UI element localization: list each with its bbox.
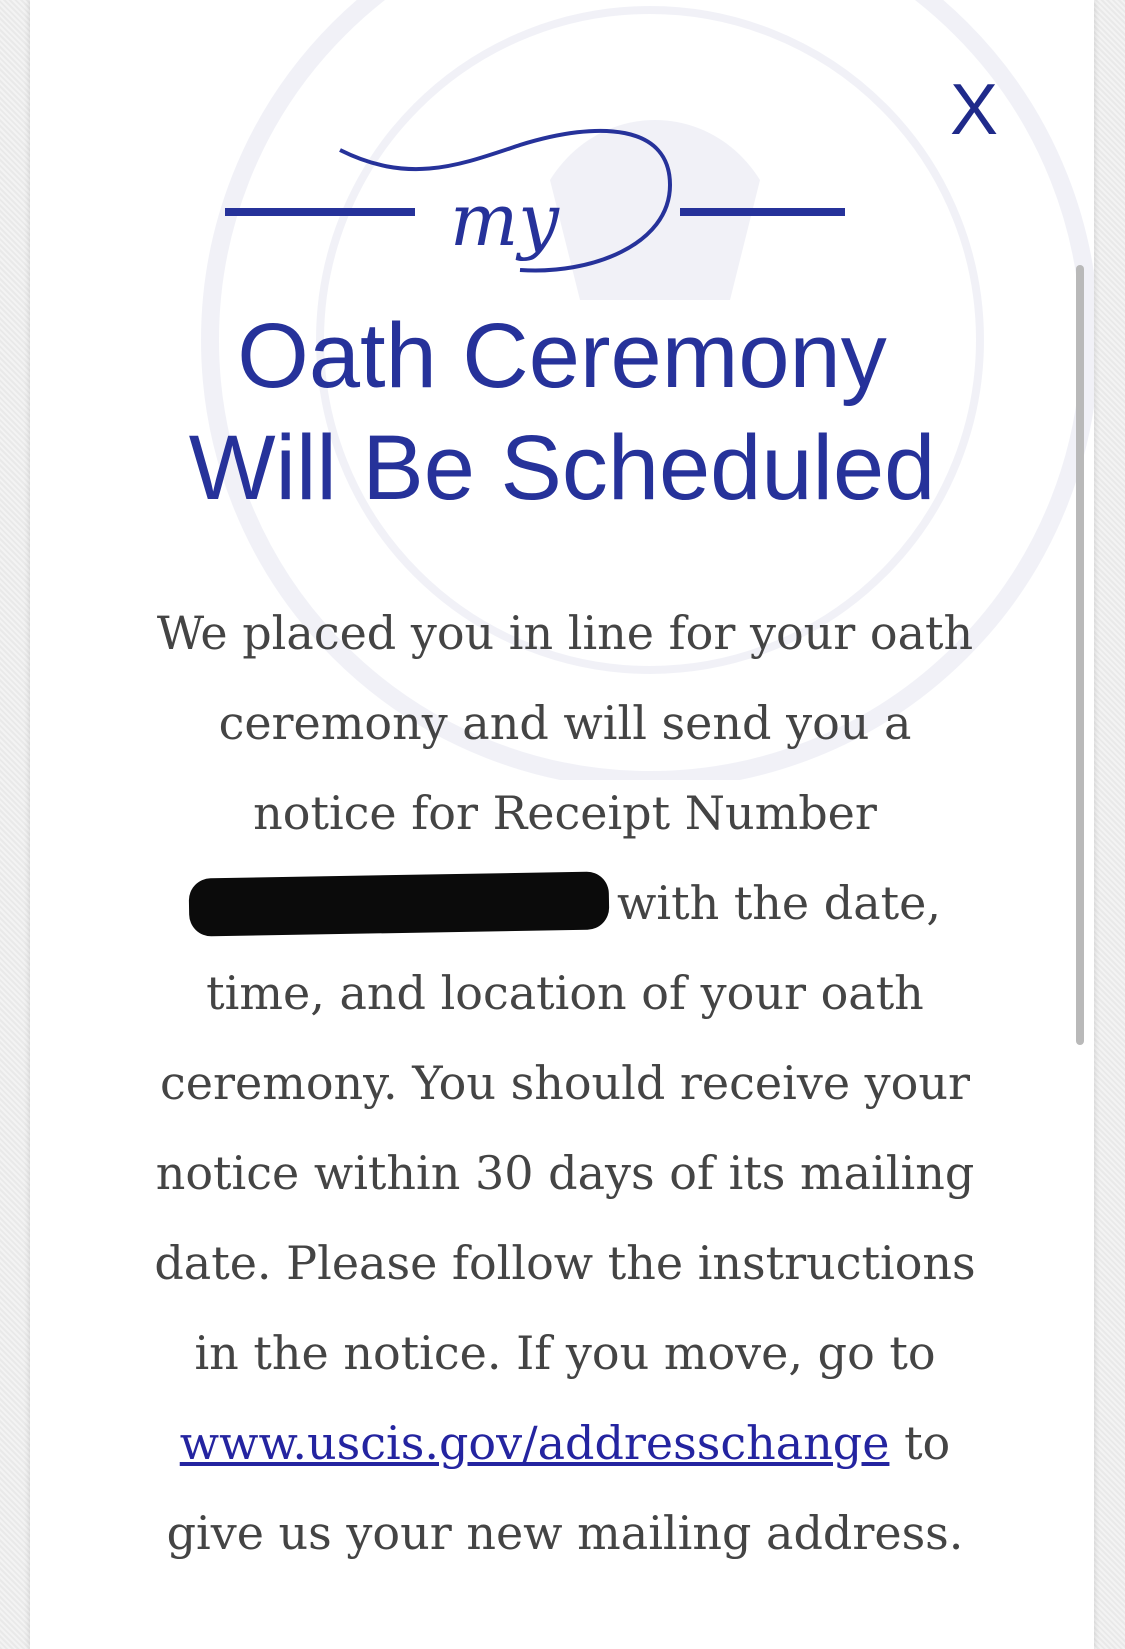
message-text-2: with the date, time, and location of your oath ceremony. You should receive your notice within 30 days of its mailing date. Please follow the instructions in the notice. If you move, go to [154,876,976,1380]
page-title [30,300,1094,524]
status-message [140,588,990,1578]
modal-card [30,0,1094,1649]
close-button[interactable] [934,70,1014,150]
close-label: X [949,70,999,150]
myuscis-logo [220,115,920,305]
message-text-3: to give us your new mailing address. [166,1416,964,1560]
redacted-receipt-number [189,871,610,936]
scrollbar[interactable] [1076,265,1084,1045]
message-text-1: We placed you in line for your oath ceremony and will send you a notice for Receipt Number [156,606,974,840]
address-change-link[interactable]: www.uscis.gov/addresschange [179,1416,890,1470]
title-line-2: Will Be Scheduled [188,417,936,519]
logo-script-text: my [450,178,559,262]
title-line-1: Oath Ceremony [237,305,887,407]
